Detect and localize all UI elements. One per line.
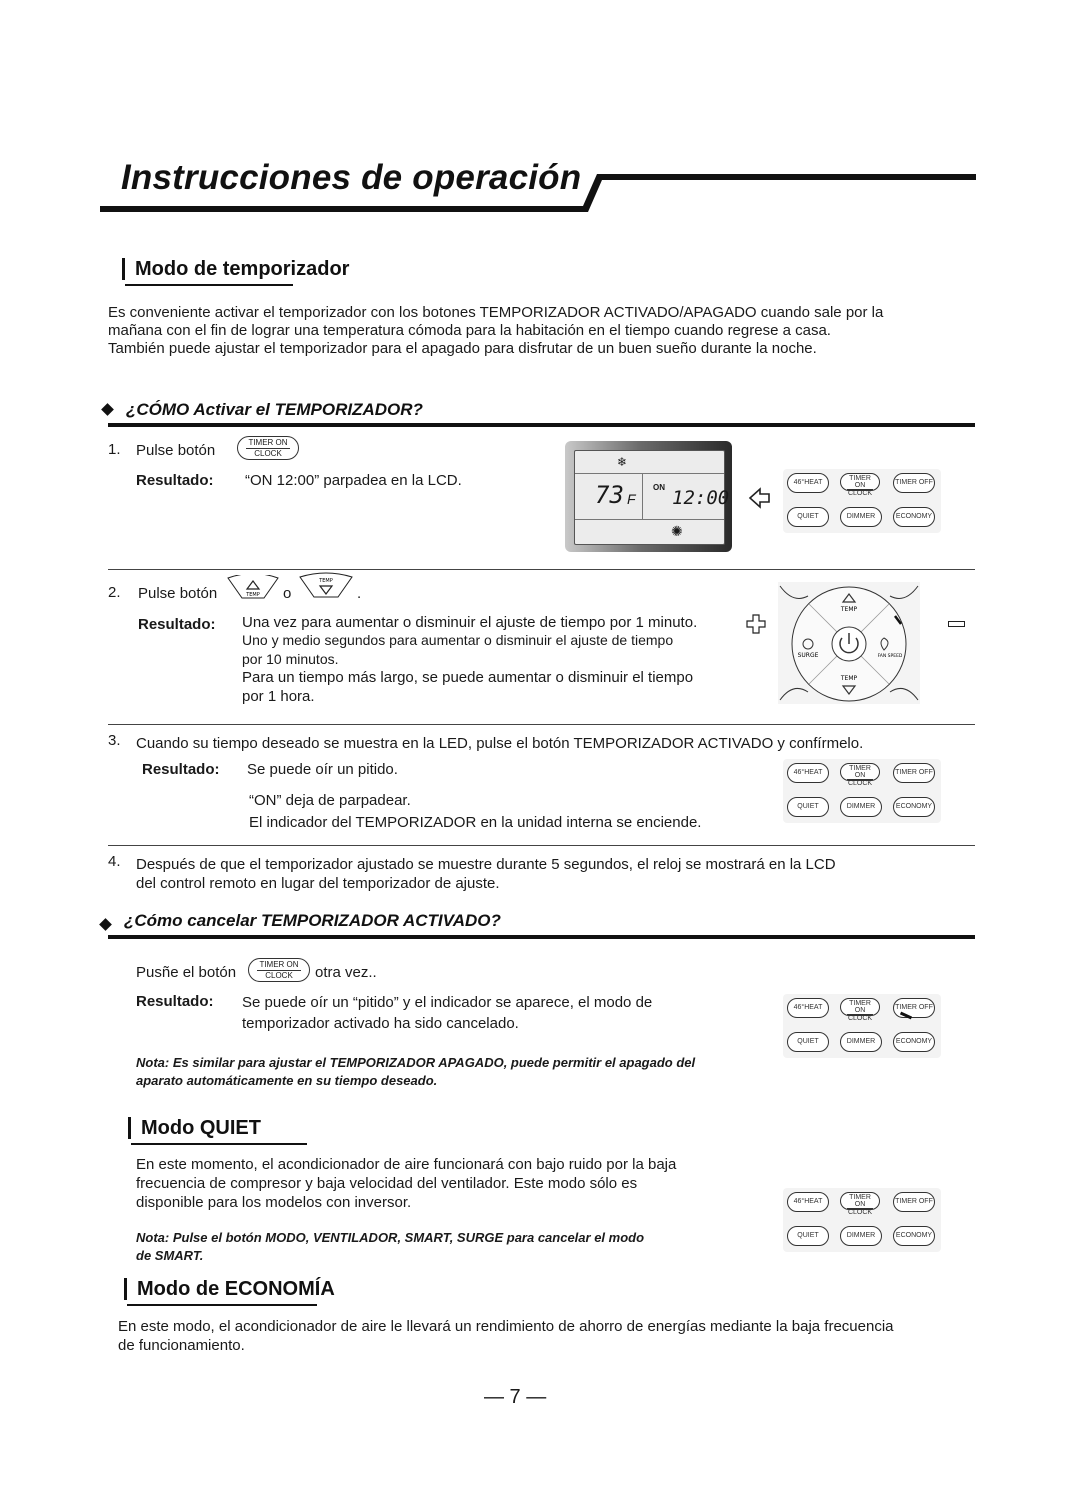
step-number: 2.: [108, 584, 121, 601]
economy-button[interactable]: ECONOMY: [893, 1226, 935, 1246]
quiet-line-1: En este momento, el acondicionador de aire funcionará con bajo ruido por la baja: [136, 1156, 677, 1173]
divider: [108, 845, 975, 846]
heat-button[interactable]: 46°HEAT: [787, 1192, 829, 1212]
remote-button-panel: [783, 759, 941, 823]
step3-result-line-2: “ON” deja de parpadear.: [249, 792, 411, 809]
cancel-note-line-2: aparato automáticamente en su tiempo deseado.: [136, 1073, 438, 1088]
quiet-button[interactable]: QUIET: [787, 1226, 829, 1246]
timer-on-button-inline[interactable]: TIMER ON CLOCK: [237, 436, 299, 460]
or-text: o: [283, 585, 292, 602]
lcd-divider-h: [575, 473, 724, 474]
quiet-note-line-2: de SMART.: [136, 1248, 204, 1263]
timer-off-button[interactable]: TIMER OFF: [893, 1192, 935, 1212]
lcd-temperature: 73: [595, 481, 624, 509]
economy-button[interactable]: ECONOMY: [893, 507, 935, 527]
result-label: Resultado:: [136, 472, 214, 489]
lcd-divider-h: [575, 519, 724, 520]
timer-on-button[interactable]: TIMER ON CLOCK: [840, 998, 880, 1016]
remote-button-panel: [783, 1188, 941, 1252]
temp-down-button-icon[interactable]: [298, 571, 354, 599]
svg-text:TEMP: TEMP: [246, 592, 260, 598]
timer-on-button[interactable]: TIMER ON CLOCK: [840, 473, 880, 491]
remote-dial: [778, 582, 920, 704]
cancel-text-after: otra vez..: [315, 964, 377, 981]
cancel-result-line-2: temporizador activado ha sido cancelado.: [242, 1015, 519, 1032]
step4-line-2: del control remoto en lugar del temporizador de ajuste.: [136, 875, 500, 892]
timer-off-button[interactable]: TIMER OFF: [893, 998, 935, 1018]
section-heading-quiet: Modo QUIET: [128, 1117, 261, 1139]
divider: [108, 724, 975, 725]
svg-text:TEMP: TEMP: [840, 675, 858, 682]
quiet-button[interactable]: QUIET: [787, 797, 829, 817]
quiet-button[interactable]: QUIET: [787, 1032, 829, 1052]
svg-text:TEMP: TEMP: [319, 578, 333, 584]
svg-text:FAN SPEED: FAN SPEED: [877, 654, 903, 659]
lcd-unit: F: [627, 491, 636, 507]
cancel-note-line-1: Nota: Es similar para ajustar el TEMPORIZADOR APAGADO, puede permitir el apagado del: [136, 1055, 696, 1070]
result-label: Resultado:: [142, 761, 220, 778]
divider: [108, 935, 975, 939]
dimmer-button[interactable]: DIMMER: [840, 507, 882, 527]
quiet-note-line-1: Nota: Pulse el botón MODO, VENTILADOR, SMART, SURGE para cancelar el modo: [136, 1230, 645, 1245]
step3-result-line-1: Se puede oír un pitido.: [247, 761, 398, 778]
step2-result-line-5: por 1 hora.: [242, 688, 315, 705]
period-text: .: [357, 585, 362, 602]
lcd-display: [565, 441, 732, 552]
step-number: 4.: [108, 853, 121, 870]
timer-intro-line-3: También puede ajustar el temporizador para el apagado para disfrutar de un buen sueño durante la noche.: [108, 340, 817, 357]
snowflake-icon: ❄: [617, 455, 628, 469]
step2-result-line-1: Una vez para aumentar o disminuir el ajuste de tiempo por 1 minuto.: [242, 614, 698, 631]
page-title: Instrucciones de operación: [121, 158, 582, 197]
quiet-button[interactable]: QUIET: [787, 507, 829, 527]
step-number: 3.: [108, 732, 121, 749]
lcd-on-indicator: ON: [653, 483, 665, 492]
timer-on-button-inline[interactable]: TIMER ON CLOCK: [248, 958, 310, 982]
svg-text:TEMP: TEMP: [840, 606, 858, 613]
timer-intro-line-2: mañana con el fin de lograr una temperatura cómoda para la habitación en el tiempo cuando regrese a casa.: [108, 322, 831, 339]
step3-result-line-3: El indicador del TEMPORIZADOR en la unidad interna se enciende.: [249, 814, 702, 831]
dimmer-button[interactable]: DIMMER: [840, 1226, 882, 1246]
step3-text: Cuando su tiempo deseado se muestra en la LED, pulse el botón TEMPORIZADOR ACTIVADO y confírmelo.: [136, 735, 864, 752]
cancel-text-before: Pusñe el botón: [136, 964, 237, 981]
result-label: Resultado:: [136, 993, 214, 1010]
economy-line-2: de funcionamiento.: [118, 1337, 245, 1354]
step2-result-line-4: Para un tiempo más largo, se puede aumentar o disminuir el tiempo: [242, 669, 694, 686]
fan-icon: ✺: [671, 523, 683, 539]
heat-button[interactable]: 46°HEAT: [787, 473, 829, 493]
step-number: 1.: [108, 441, 121, 458]
economy-line-1: En este modo, el acondicionador de aire le llevará un rendimiento de ahorro de energías mediante la baja frecuencia: [118, 1318, 894, 1335]
arrow-left-icon: [748, 486, 772, 510]
svg-text:SURGE: SURGE: [797, 652, 819, 659]
minus-icon: [948, 621, 965, 627]
page-number: — 7 —: [484, 1386, 547, 1408]
heat-button[interactable]: 46°HEAT: [787, 998, 829, 1018]
step2-result-line-3: por 10 minutos.: [242, 651, 339, 667]
diamond-bullet: [101, 403, 114, 416]
dimmer-button[interactable]: DIMMER: [840, 797, 882, 817]
lcd-divider-v: [642, 473, 643, 519]
dimmer-button[interactable]: DIMMER: [840, 1032, 882, 1052]
timer-off-button[interactable]: TIMER OFF: [893, 763, 935, 783]
timer-on-button[interactable]: TIMER ON CLOCK: [840, 763, 880, 781]
step2-result-line-2: Uno y medio segundos para aumentar o disminuir el ajuste de tiempo: [242, 632, 674, 648]
divider: [108, 569, 975, 570]
heat-button[interactable]: 46°HEAT: [787, 763, 829, 783]
remote-button-panel: [783, 469, 941, 533]
step4-line-1: Después de que el temporizador ajustado se muestre durante 5 segundos, el reloj se mostrará en la LCD: [136, 856, 836, 873]
temp-up-button-icon[interactable]: [226, 575, 280, 601]
timer-intro-line-1: Es conveniente activar el temporizador con los botones TEMPORIZADOR ACTIVADO/APAGADO cuando sale por la: [108, 304, 884, 321]
remote-button-panel: [783, 994, 941, 1058]
economy-button[interactable]: ECONOMY: [893, 797, 935, 817]
quiet-line-2: frecuencia de compresor y baja velocidad del ventilador. Este modo sólo es: [136, 1175, 638, 1192]
subsection-heading-activate: ¿CÓMO Activar el TEMPORIZADOR?: [126, 400, 423, 419]
quiet-line-3: disponible para los modelos con inversor.: [136, 1194, 412, 1211]
lcd-clock: 12:00: [672, 487, 730, 509]
timer-on-button[interactable]: TIMER ON CLOCK: [840, 1192, 880, 1210]
economy-button[interactable]: ECONOMY: [893, 1032, 935, 1052]
section-heading-timer: Modo de temporizador: [122, 258, 349, 280]
divider: [108, 423, 975, 427]
step1-result: “ON 12:00” parpadea en la LCD.: [245, 472, 462, 489]
step1-text: Pulse botón: [136, 442, 216, 459]
result-label: Resultado:: [138, 616, 216, 633]
section-heading-economy: Modo de ECONOMÍA: [124, 1278, 335, 1300]
diamond-bullet: [99, 918, 112, 931]
plus-icon: [746, 614, 766, 634]
cancel-result-line-1: Se puede oír un “pitido” y el indicador se aparece, el modo de: [242, 994, 653, 1011]
subsection-heading-cancel: ¿Cómo cancelar TEMPORIZADOR ACTIVADO?: [124, 911, 501, 930]
step2-text: Pulse botón: [138, 585, 218, 602]
title-underline: [100, 168, 978, 214]
timer-off-button[interactable]: TIMER OFF: [893, 473, 935, 493]
